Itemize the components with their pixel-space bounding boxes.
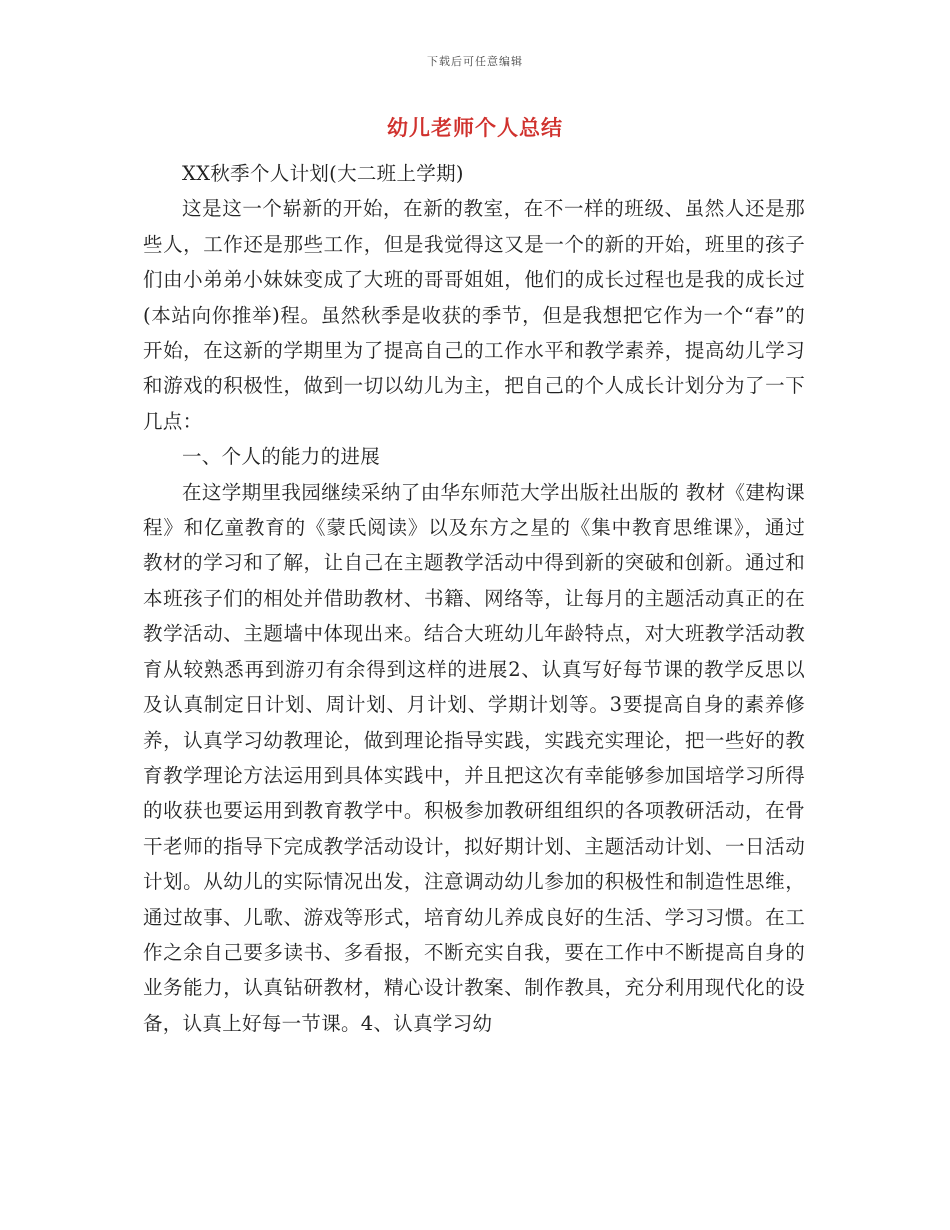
document-title: 幼儿老师个人总结 — [387, 115, 563, 140]
section-heading: 一、个人的能力的进展 — [182, 445, 381, 469]
intro-paragraph: 这是这一个崭新的开始，在新的教室，在不一样的班级、虽然人还是那些人，工作还是那些工作，但是我觉得这又是一个的新的开始，班里的孩子们由小弟弟小妹妹变成了大班的哥哥姐姐，他们的成长过程也是我的成长过(本站向你推举)程。虽然秋季是收获的季节，但是我想把它作为一个“春”的开始，在这新的学期里为了提高自己的工作水平和教学素养，提高幼儿学习和游戏的积极性，做到一切以幼儿为主，把自己的个人成长计划分为了一下几点： — [143, 197, 805, 433]
document-body — [143, 156, 805, 1041]
header-note: 下载后可任意编辑 — [427, 55, 523, 68]
section-paragraph: 在这学期里我园继续采纳了由华东师范大学出版社出版的 教材《建构课程》和亿童教育的《蒙氏阅读》以及东方之星的《集中教育思维课》，通过教材的学习和了解，让自己在主题教学活动中得到新的突破和创新。通过和本班孩子们的相处并借助教材、书籍、网络等，让每月的主题活动真正的在教学活动、主题墙中体现出来。结合大班幼儿年龄特点，对大班教学活动教育从较熟悉再到游刃有余得到这样的进展2、认真写好每节课的教学反思以及认真制定日计划、周计划、月计划、学期计划等。3要提高自身的素养修养，认真学习幼教理论，做到理论指导实践，实践充实理论，把一些好的教育教学理论方法运用到具体实践中，并且把这次有幸能够参加国培学习所得的收获也要运用到教育教学中。积极参加教研组组织的各项教研活动，在骨干老师的指导下完成教学活动设计，拟好期计划、主题活动计划、一日活动计划。从幼儿的实际情况出发，注意调动幼儿参加的积极性和制造性思维，通过故事、儿歌、游戏等形式，培育幼儿养成良好的生活、学习习惯。在工作之余自己要多读书、多看报，不断充实自我，要在工作中不断提高自身的业务能力，认真钻研教材，精心设计教案、制作教具，充分利用现代化的设备，认真上好每一节课。4、认真学习幼 — [143, 480, 805, 1035]
plan-heading: XX秋季个人计划(大二班上学期) — [182, 162, 464, 185]
